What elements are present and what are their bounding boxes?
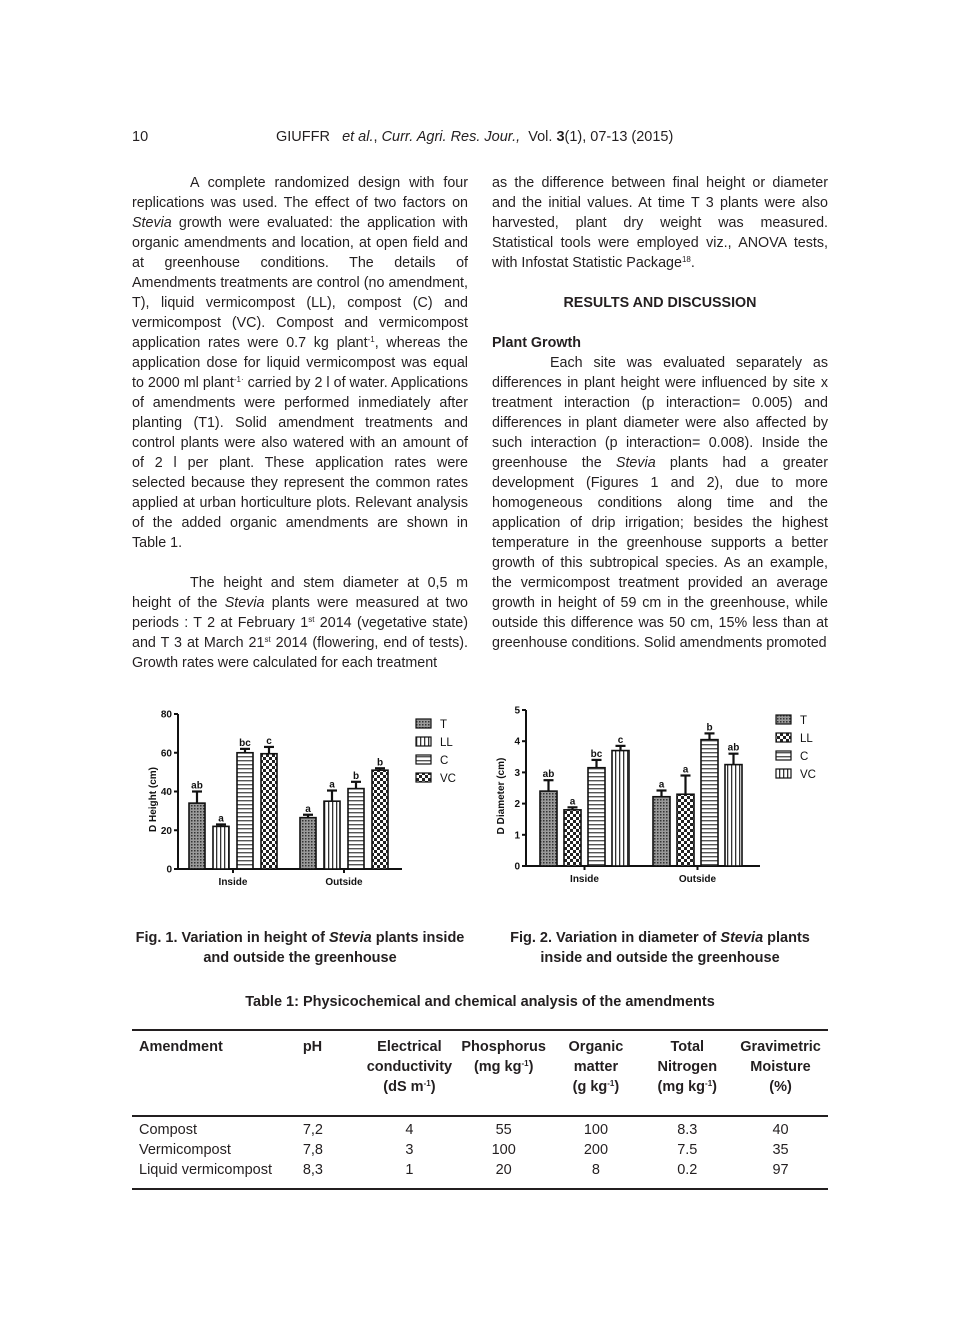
significance-letter: ab — [191, 780, 203, 792]
header-text: ) — [614, 1079, 620, 1095]
species-name: Stevia — [224, 595, 265, 611]
legend-label: T — [440, 719, 448, 731]
superscript: st — [264, 635, 271, 644]
bar — [189, 803, 205, 869]
text: plants were measured at two periods : T 2 at February 1 — [132, 595, 468, 631]
cell-organic-matter: 200 — [583, 1142, 609, 1158]
header-text: Organic — [568, 1039, 624, 1055]
header-text: (%) — [769, 1079, 792, 1095]
legend-label: VC — [440, 773, 456, 785]
paragraph-measurements — [132, 573, 468, 673]
legend-label: C — [440, 755, 449, 767]
cell-moisture: 97 — [772, 1162, 789, 1178]
significance-letter: ab — [542, 769, 555, 781]
superscript: -1· — [233, 375, 244, 384]
cell-moisture: 35 — [772, 1142, 789, 1158]
superscript: -1 — [607, 1079, 615, 1088]
legend-swatch — [776, 733, 791, 742]
x-category-label: Inside — [570, 874, 599, 885]
bar — [588, 768, 605, 866]
paragraph-growth-rates — [492, 173, 828, 273]
cell-moisture: 40 — [772, 1122, 789, 1138]
y-tick-label: 3 — [514, 767, 520, 779]
header-text: Moisture — [750, 1059, 811, 1075]
significance-letter: bc — [590, 748, 603, 760]
significance-letter: c — [617, 734, 624, 746]
legend-swatch — [776, 769, 791, 778]
text: growth were evaluated: the application with organic amendments and location, at open field and at greenhouse conditions. The details of Amendments treatments are control (no amendment, T), liquid vermicompost (LL), compost (C) and vermicompost (VC). Compost and vermicompost application rates were 0.7 kg plant — [132, 215, 468, 351]
legend-label: VC — [800, 769, 816, 781]
bar — [324, 801, 340, 869]
legend-swatch — [416, 737, 431, 746]
legend-swatch — [776, 715, 791, 724]
superscript: -1 — [705, 1079, 713, 1088]
y-tick-label: 0 — [514, 861, 520, 873]
legend-label: LL — [800, 733, 813, 745]
paragraph-design — [132, 173, 468, 553]
caption-text: Fig. 1. Variation in height of — [135, 930, 329, 946]
left-column — [132, 173, 468, 673]
cell-amendment: Vermicompost — [139, 1142, 231, 1158]
species-name: Stevia — [328, 930, 372, 946]
legend-label: C — [800, 751, 809, 763]
legend-swatch — [416, 755, 431, 764]
y-axis-label: D Height (cm) — [148, 767, 159, 832]
figure-1-caption — [130, 928, 470, 968]
significance-letter: bc — [239, 737, 251, 749]
bar — [612, 751, 629, 866]
header-text: Amendment — [139, 1039, 223, 1055]
volume-number: 3 — [556, 129, 565, 145]
et-al: et al. — [342, 129, 374, 145]
header-text: ) — [712, 1079, 718, 1095]
significance-letter: a — [305, 803, 311, 815]
text: Each site was evaluated separately as differences in plant height were influenced by site x treatment interaction (p interaction= 0.005) and differences in plant diameter were also affected by such interaction (p interaction= 0.008). Inside the greenhouse the — [492, 355, 828, 471]
caption-text: plants inside and outside the greenhouse — [540, 930, 810, 966]
table-row — [132, 1160, 828, 1189]
cell-total-nitrogen: 0.2 — [677, 1162, 698, 1178]
significance-letter: b — [352, 770, 360, 782]
col-header-amendment — [132, 1030, 285, 1116]
cell-phosphorus: 55 — [495, 1122, 512, 1138]
superscript: -1 — [521, 1059, 529, 1068]
y-tick-label: 1 — [514, 830, 520, 842]
cell-total-nitrogen: 8.3 — [677, 1122, 698, 1138]
significance-letter: b — [706, 722, 713, 734]
col-header-gravimetric-moisture — [733, 1030, 828, 1116]
species-name: Stevia — [615, 455, 656, 471]
section-heading: RESULTS AND DISCUSSION — [563, 295, 757, 311]
text: 2014 (vegetative state) and T 3 at March 21 — [132, 615, 468, 651]
col-header-ph — [285, 1030, 362, 1116]
cell-organic-matter: 100 — [583, 1122, 609, 1138]
cell-ec: 4 — [405, 1122, 414, 1138]
cell-amendment: Liquid vermicompost — [139, 1162, 272, 1178]
y-tick-label: 40 — [160, 787, 172, 798]
col-header-total-nitrogen — [642, 1030, 734, 1116]
cell-ph: 8,3 — [302, 1162, 323, 1178]
text: as the difference between final height or diameter and the initial values. At time T 3 plants were also harvested, plant dry weight was measured. Statistical tools were employed viz., ANOVA tests, with Infostat Statistic Package — [492, 175, 828, 271]
issue-pages-year: (1), 07-13 (2015) — [564, 129, 674, 145]
header-text: (dS m — [383, 1079, 424, 1095]
text: The height and stem diameter at 0,5 m height of the — [132, 575, 468, 611]
cell-ec: 3 — [405, 1142, 414, 1158]
bar — [372, 770, 388, 869]
col-header-organic-matter — [550, 1030, 641, 1116]
species-name: Stevia — [132, 215, 172, 231]
legend-swatch — [776, 751, 791, 760]
significance-letter: a — [329, 779, 335, 791]
bar — [564, 810, 581, 866]
table-header-row — [132, 1030, 828, 1116]
significance-letter: a — [682, 764, 689, 776]
legend-swatch — [416, 773, 431, 782]
bar — [540, 791, 557, 866]
journal-name: Curr. Agri. Res. Jour., — [381, 129, 521, 145]
x-category-label: Outside — [678, 874, 717, 885]
header-text: matter — [573, 1059, 619, 1075]
significance-letter: a — [218, 813, 224, 825]
header-text: (mg kg — [657, 1079, 706, 1095]
bar — [677, 794, 694, 866]
figure-2-caption — [490, 928, 830, 968]
reference-superscript: 18 — [681, 255, 691, 264]
y-tick-label: 2 — [514, 799, 520, 811]
significance-letter: c — [266, 735, 272, 747]
cell-ec: 1 — [405, 1162, 414, 1178]
cell-ph: 7,8 — [302, 1142, 323, 1158]
col-header-phosphorus — [457, 1030, 550, 1116]
bar — [237, 753, 253, 869]
header-text: ) — [430, 1079, 436, 1095]
subsection-heading: Plant Growth — [492, 335, 581, 351]
cell-total-nitrogen: 7.5 — [677, 1142, 698, 1158]
significance-letter: ab — [727, 742, 740, 754]
bar — [213, 826, 229, 869]
header-text: ) — [528, 1059, 534, 1075]
significance-letter: b — [376, 757, 384, 769]
x-category-label: Inside — [218, 877, 248, 888]
cell-phosphorus: 100 — [491, 1142, 516, 1158]
significance-letter: a — [569, 796, 576, 808]
header-text: (mg kg — [473, 1059, 522, 1075]
header-text: Gravimetric — [740, 1039, 821, 1055]
cell-organic-matter: 8 — [591, 1162, 600, 1178]
x-category-label: Outside — [325, 877, 363, 888]
bar — [653, 797, 670, 866]
superscript: -1 — [367, 335, 375, 344]
legend-label: LL — [440, 737, 453, 749]
y-tick-label: 80 — [160, 709, 172, 721]
header-text: (g kg — [572, 1079, 608, 1095]
species-name: Stevia — [720, 930, 764, 946]
text: . — [690, 255, 695, 271]
cell-phosphorus: 20 — [495, 1162, 512, 1178]
header-text: Nitrogen — [657, 1059, 718, 1075]
caption-text: plants inside and outside the greenhouse — [203, 930, 465, 966]
figure-1-height-chart — [140, 700, 470, 900]
superscript: st — [308, 615, 315, 624]
header-text: pH — [302, 1039, 323, 1055]
col-header-ec — [362, 1030, 457, 1116]
y-tick-label: 0 — [166, 864, 172, 876]
bar — [348, 789, 364, 869]
figure-2-diameter-chart — [495, 700, 830, 900]
bar — [701, 740, 718, 866]
bar-chart-height — [140, 700, 470, 900]
text: , whereas the application dose for liquid vermicompost was equal to 2000 ml plant — [132, 335, 468, 391]
y-tick-label: 20 — [160, 825, 172, 837]
bar — [300, 818, 316, 869]
text: plants had a greater development (Figures 1 and 2), due to more homogeneous conditions along time and the application of drip irrigation; besides the highest temperature in the greenhouse supports a better growth of this subtropical species. As an example, the vermicompost treatment provided an average growth in height of 59 cm in the greenhouse, while outside this difference was 50 cm, 15% less than at greenhouse conditions. Solid amendments promoted — [492, 455, 828, 651]
caption-text: Fig. 2. Variation in diameter of — [510, 930, 721, 946]
significance-letter: a — [658, 779, 665, 791]
cell-amendment: Compost — [139, 1122, 198, 1138]
amendments-table — [132, 1029, 828, 1190]
bar — [261, 754, 277, 869]
text: 2014 (flowering, end of tests). Growth rates were calculated for each treatment — [132, 635, 468, 671]
legend-label: T — [800, 715, 808, 727]
bar-chart-diameter — [495, 700, 830, 900]
right-column — [492, 173, 828, 653]
table-row — [132, 1116, 828, 1140]
volume-label: Vol. — [528, 129, 553, 145]
cell-ph: 7,2 — [302, 1122, 323, 1138]
superscript: -1 — [423, 1079, 431, 1088]
bar — [725, 765, 742, 866]
text: carried by 2 l of water. Applications of amendments were performed inmediately after planting (T1). Solid amendment treatments and control plants were also watered with an amount of of 2 l per plant. These application rates were selected because they represent the common rates applied at urban horticulture plots. Relevant analysis of the added organic amendments are shown in Table 1. — [132, 375, 469, 551]
table-row — [132, 1140, 828, 1160]
y-tick-label: 5 — [514, 705, 520, 717]
header-text: Electrical — [377, 1039, 442, 1055]
y-axis-label: D Diameter (cm) — [496, 757, 507, 835]
page-number: 10 — [132, 129, 149, 145]
author-name: GIUFFR — [276, 129, 330, 145]
y-tick-label: 60 — [160, 748, 172, 760]
journal-citation: GIUFFR et al., Curr. Agri. Res. Jour., Vol. 3(1), 07-13 (2015) — [276, 129, 674, 145]
table-title: Table 1: Physicochemical and chemical analysis of the amendments — [245, 994, 715, 1010]
header-text: conductivity — [366, 1059, 453, 1075]
legend-swatch — [416, 719, 431, 728]
running-head — [132, 129, 832, 149]
header-text: Total — [670, 1039, 705, 1055]
paragraph-plant-growth — [492, 353, 828, 653]
text: A complete randomized design with four replications was used. The effect of two factors on — [132, 175, 468, 211]
header-text: Phosphorus — [461, 1039, 546, 1055]
y-tick-label: 4 — [514, 736, 520, 748]
